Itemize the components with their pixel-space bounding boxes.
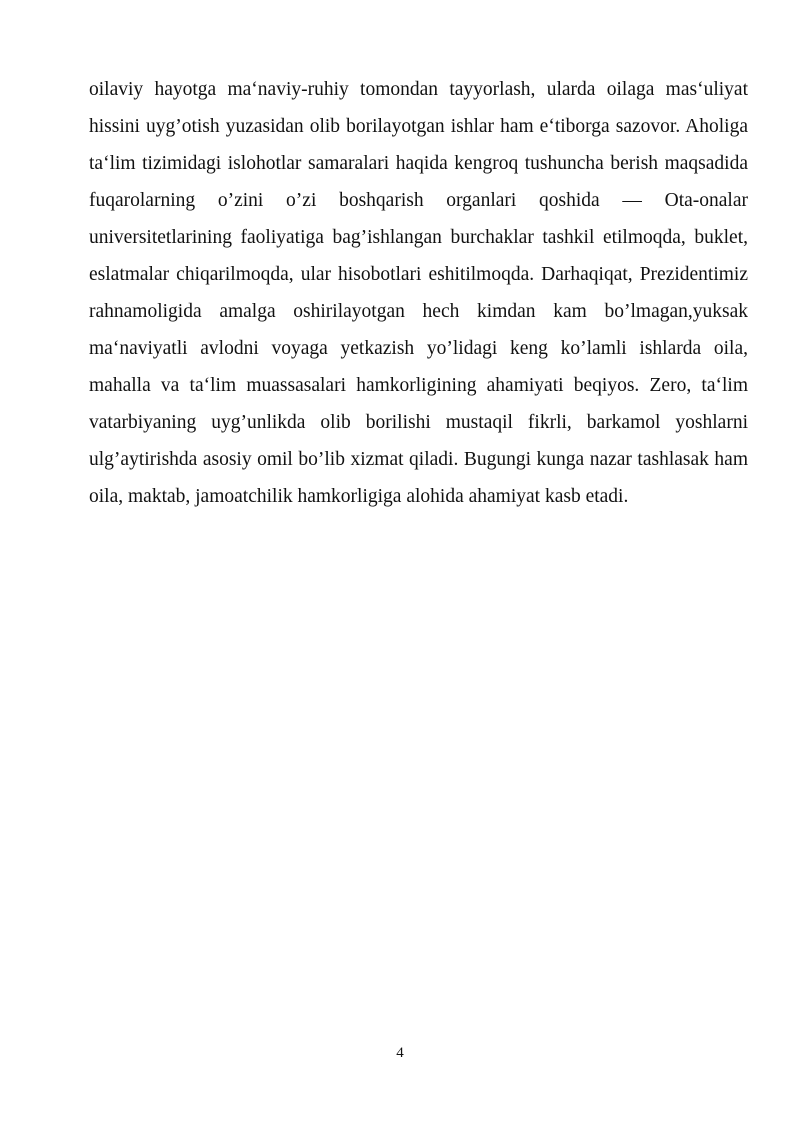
body-paragraph: oilaviy hayotga ma‘naviy-ruhiy tomondan tayyorlash, ularda oilaga mas‘uliyat hissini uyg’otish yuzasidan olib borilayotgan ishlar ham e‘tiborga sazovor. Aholiga ta‘lim tizimidagi islohotlar samaralari haqida kengroq tushuncha berish maqsadida fuqarolarning o’zini o’zi boshqarish organlari qoshida — Ota-onalar universitetlarining faoliyatiga bag’ishlangan burchaklar tashkil etilmoqda, buklet, eslatmalar chiqarilmoqda, ular hisobotlari eshitilmoqda. Darhaqiqat, Prezidentimiz rahnamoligida amalga oshirilayotgan hech kimdan kam bo’lmagan,yuksak ma‘naviyatli avlodni voyaga yetkazish yo’lidagi keng ko’lamli ishlarda oila, mahalla va ta‘lim muassasalari hamkorligining ahamiyati beqiyos. Zero, ta‘lim vatarbiyaning uyg’unlikda olib borilishi mustaqil fikrli, barkamol yoshlarni ulg’aytirishda asosiy omil bo’lib xizmat qiladi. Bugungi kunga nazar tashlasak ham oila, maktab, jamoatchilik hamkorligiga alohida ahamiyat kasb etadi.: [89, 79, 748, 507]
page-number: 4: [396, 1045, 404, 1061]
